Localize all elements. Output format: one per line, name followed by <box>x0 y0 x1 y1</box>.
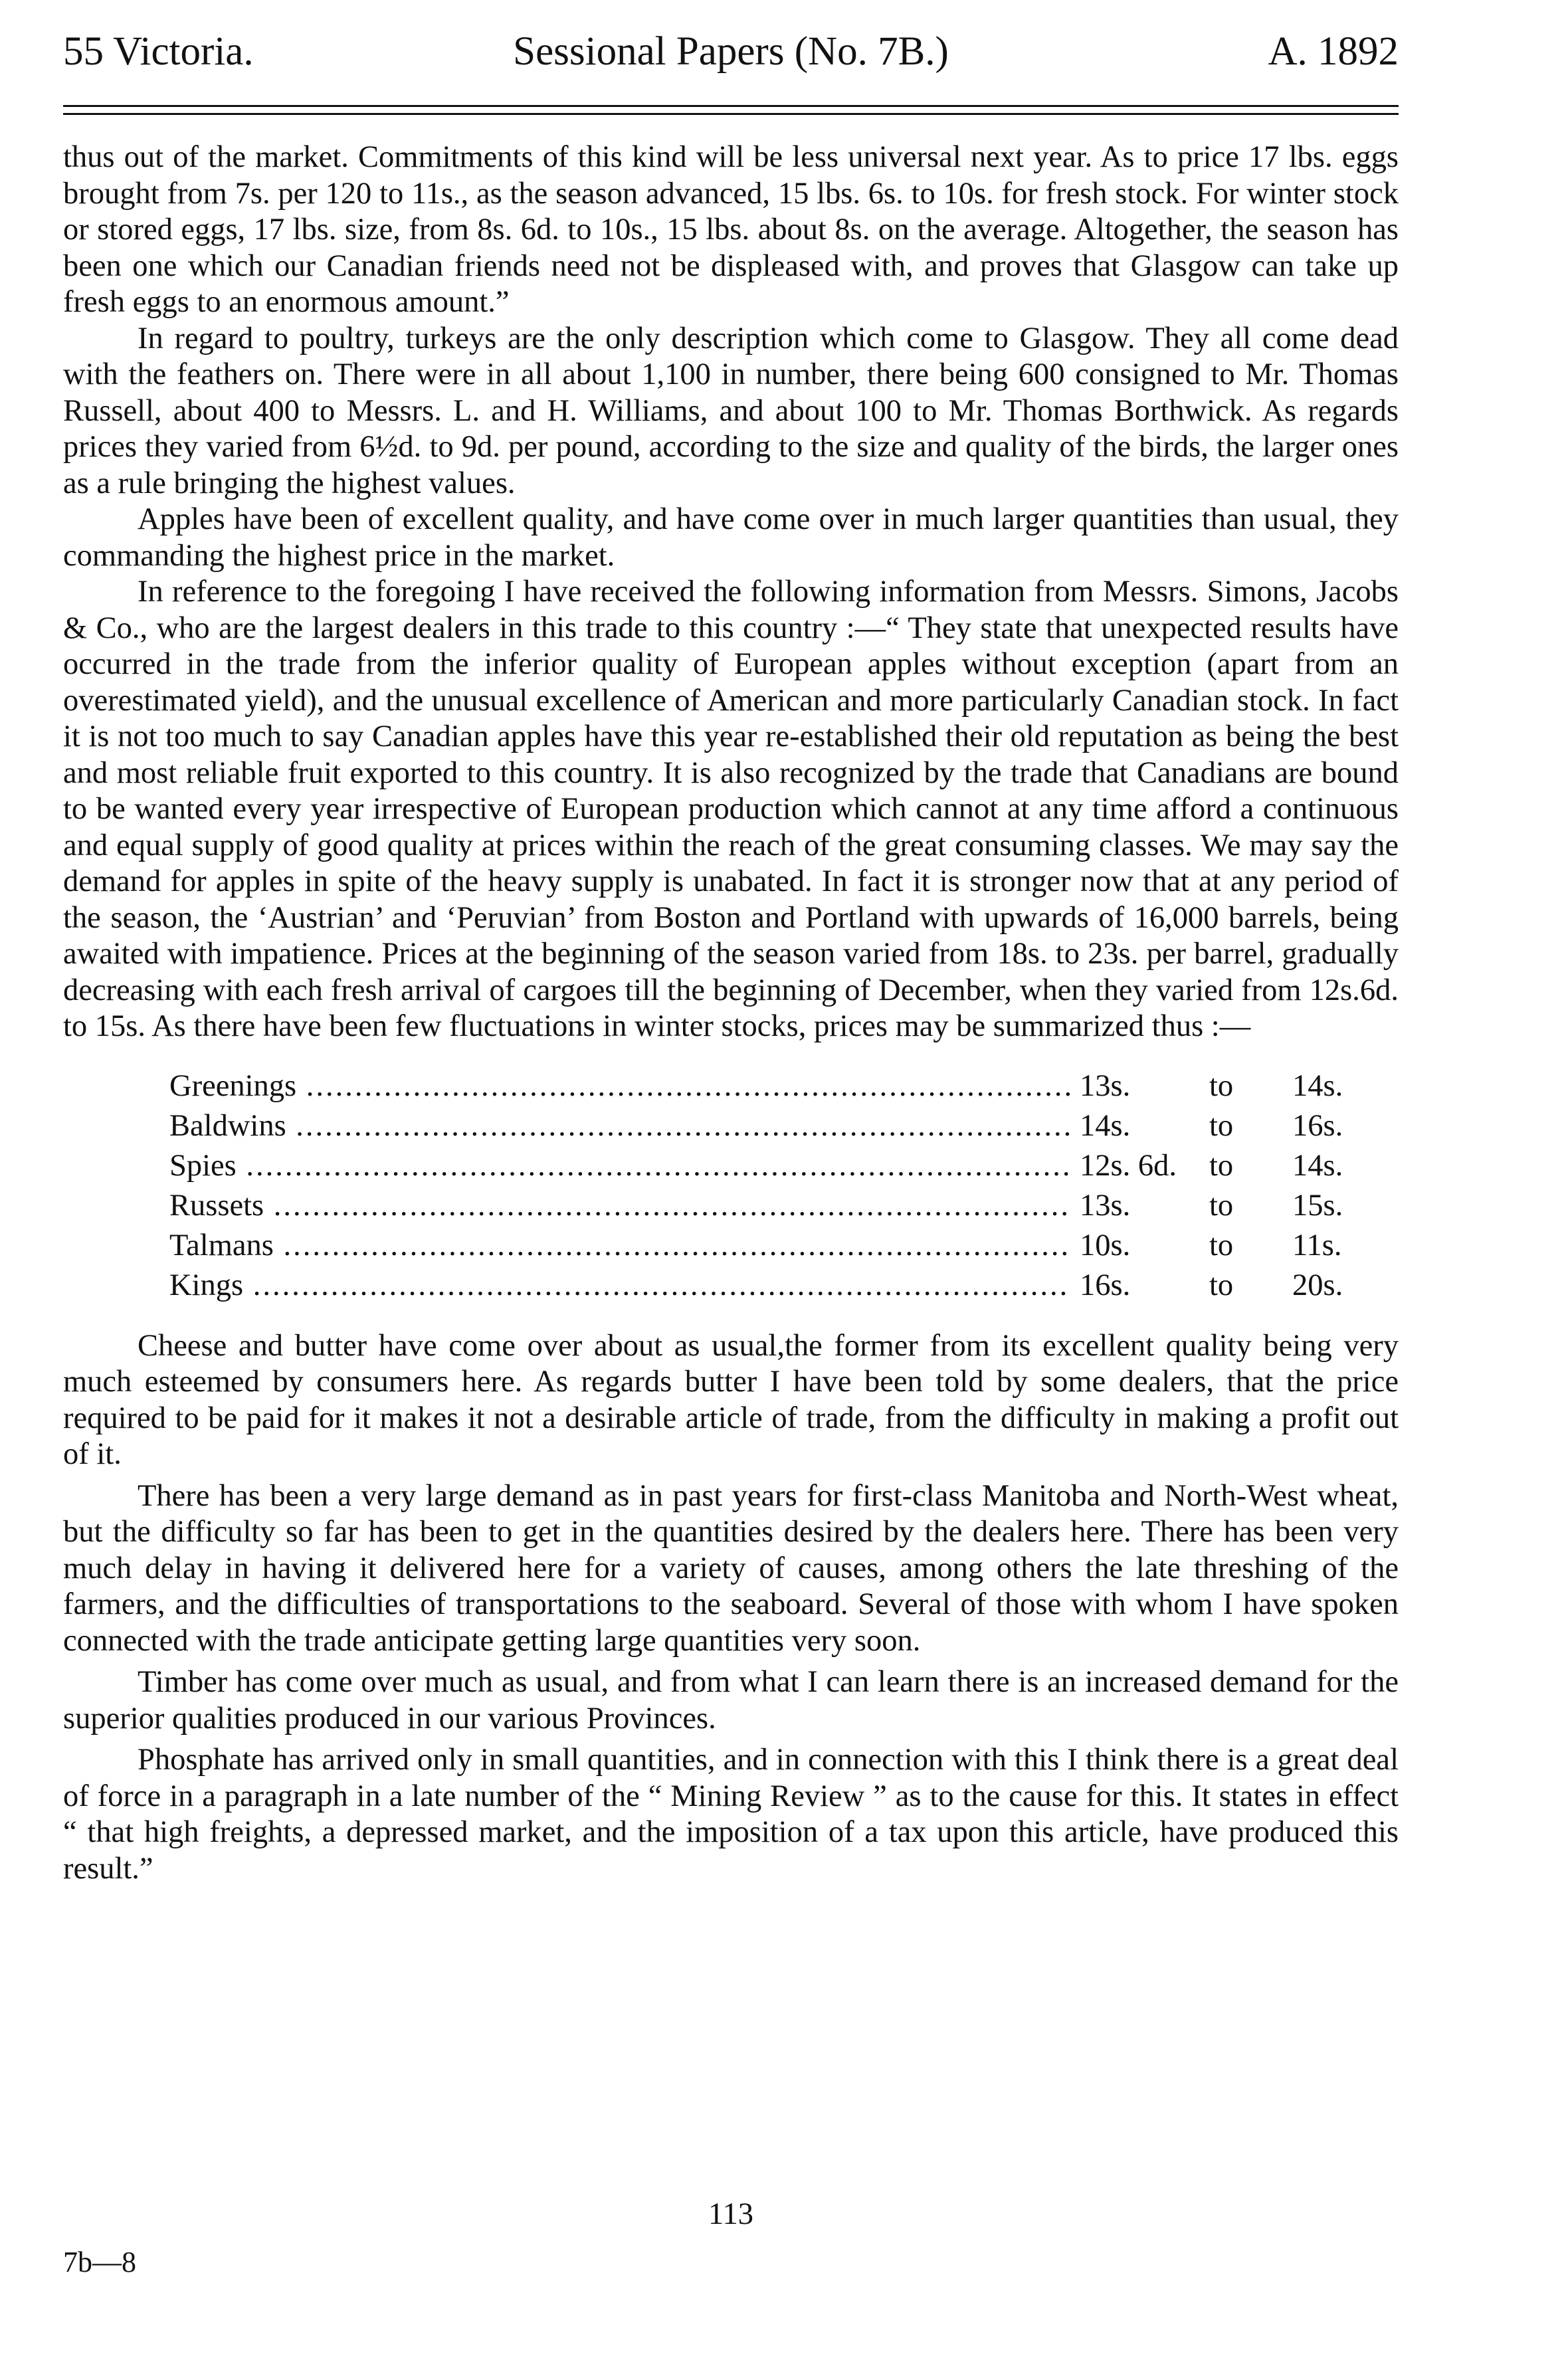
price-from: 16s. <box>1080 1266 1130 1306</box>
apple-variety: Baldwins ..... <box>169 1106 1070 1146</box>
header-rule-bottom <box>63 113 1399 115</box>
price-from: 13s. <box>1080 1066 1130 1106</box>
price-upto: 20s. <box>1292 1268 1343 1302</box>
price-row <box>63 1146 1399 1186</box>
paragraph-apples-dealers: In reference to the foregoing I have received the following information from Messrs. Simons, Jacobs & Co., who are the largest dealers in this trade to this country :—“ They state that unexpected results have occurred in the trade from the inferior quality of European apples without exception (apart from an overestimated yield), and the unusual excellence of American and more particularly Canadian stock. In fact it is not too much to say Canadian apples have this year re-established their old reputation as being the best and most reliable fruit exported to this country. It is also recognized by the trade that Canadians are bound to be wanted every year irrespective of European production which cannot at any time afford a continuous and equal supply of good quality at prices within the reach of the great consuming classes. We may say the demand for apples in spite of the heavy supply is unabated. In fact it is stronger now that at any period of the season, the ‘Austrian’ and ‘Peruvian’ from Boston and Portland with upwards of 16,000 barrels, being awaited with impatience. Prices at the beginning of the season varied from 18s. to 23s. per barrel, gradually decreasing with each fresh arrival of cargoes till the beginning of December, when they varied from 12s.6d. to 15s. As there have been few fluctuations in winter stocks, prices may be summarized thus :— <box>63 575 1399 1043</box>
price-upto: 16s. <box>1292 1108 1343 1143</box>
price-to-word: to <box>1209 1228 1234 1262</box>
price-from: 10s. <box>1080 1226 1130 1266</box>
apple-variety: Spies ..... <box>169 1146 1070 1186</box>
price-upto: 15s. <box>1292 1188 1343 1223</box>
page-footer <box>63 2196 1399 2329</box>
price-to-word: to <box>1209 1068 1234 1103</box>
page-number: 113 <box>708 2197 754 2231</box>
sheet-signature-mark: 7b—8 <box>63 2246 136 2278</box>
price-row <box>63 1266 1399 1306</box>
paragraph-phosphate: Phosphate has arrived only in small quantities, and in connection with this I think there is a great deal of force in a paragraph in a late number of the “ Mining Review ” as to the cause for this. It states in effect “ that high freights, a depressed market, and the imposition of a tax upon this article, have produced this result.” <box>63 1743 1399 1886</box>
price-to-word: to <box>1209 1148 1234 1183</box>
price-from: 12s. 6d. <box>1080 1146 1177 1186</box>
price-to-word: to <box>1209 1268 1234 1302</box>
running-header <box>63 25 1399 78</box>
apple-price-table <box>63 1066 1399 1306</box>
body-text <box>63 140 1399 1887</box>
header-rule-top <box>63 105 1399 107</box>
apple-variety: Kings ..... <box>169 1266 1070 1306</box>
apple-variety: Greenings ..... <box>169 1066 1070 1106</box>
price-row <box>63 1226 1399 1266</box>
price-upto: 11s. <box>1292 1228 1342 1262</box>
header-year: A. 1892 <box>1268 29 1399 74</box>
paragraph-eggs-continued: thus out of the market. Commitments of this kind will be less universal next year. As to price 17 lbs. eggs brought from 7s. per 120 to 11s., as the season advanced, 15 lbs. 6s. to 10s. for fresh stock. For winter stock or stored eggs, 17 lbs. size, from 8s. 6d. to 10s., 15 lbs. about 8s. on the average. Altogether, the season has been one which our Canadian friends need not be displeased with, and proves that Glasgow can take up fresh eggs to an enormous amount.” <box>63 140 1399 319</box>
header-session: 55 Victoria. <box>63 29 254 74</box>
price-to-word: to <box>1209 1108 1234 1143</box>
apple-variety: Russets ..... <box>169 1186 1070 1226</box>
apple-variety: Talmans ..... <box>169 1226 1070 1266</box>
price-to-word: to <box>1209 1188 1234 1223</box>
price-row <box>63 1066 1399 1106</box>
price-row <box>63 1106 1399 1146</box>
paragraph-poultry: In regard to poultry, turkeys are the only description which come to Glasgow. They all come dead with the feathers on. There were in all about 1,100 in number, there being 600 consigned to Mr. Thomas Russell, about 400 to Messrs. L. and H. Williams, and about 100 to Mr. Thomas Borthwick. As regards prices they varied from 6½d. to 9d. per pound, according to the size and quality of the birds, the larger ones as a rule bringing the highest values. <box>63 321 1399 500</box>
header-title: Sessional Papers (No. 7B.) <box>513 29 949 74</box>
price-upto: 14s. <box>1292 1148 1343 1183</box>
price-from: 13s. <box>1080 1186 1130 1226</box>
paragraph-apples: Apples have been of excellent quality, and have come over in much larger quantities than usual, they commanding the highest price in the market. <box>63 502 1399 573</box>
paragraph-timber: Timber has come over much as usual, and from what I can learn there is an increased demand for the superior qualities produced in our various Provinces. <box>63 1665 1399 1735</box>
paragraph-wheat: There has been a very large demand as in past years for first-class Manitoba and North-West wheat, but the difficulty so far has been to get in the quantities desired by the dealers here. There has been very much delay in having it delivered here for a variety of causes, among others the late threshing of the farmers, and the difficulties of transportations to the seaboard. Several of those with whom I have spoken connected with the trade anticipate getting large quantities very soon. <box>63 1478 1399 1658</box>
price-row <box>63 1186 1399 1226</box>
paragraph-cheese-butter: Cheese and butter have come over about as usual,the former from its excellent quality being very much esteemed by consumers here. As regards butter I have been told by some dealers, that the price required to be paid for it makes it not a desirable article of trade, from the difficulty in making a profit out of it. <box>63 1328 1399 1471</box>
price-upto: 14s. <box>1292 1068 1343 1103</box>
price-from: 14s. <box>1080 1106 1130 1146</box>
